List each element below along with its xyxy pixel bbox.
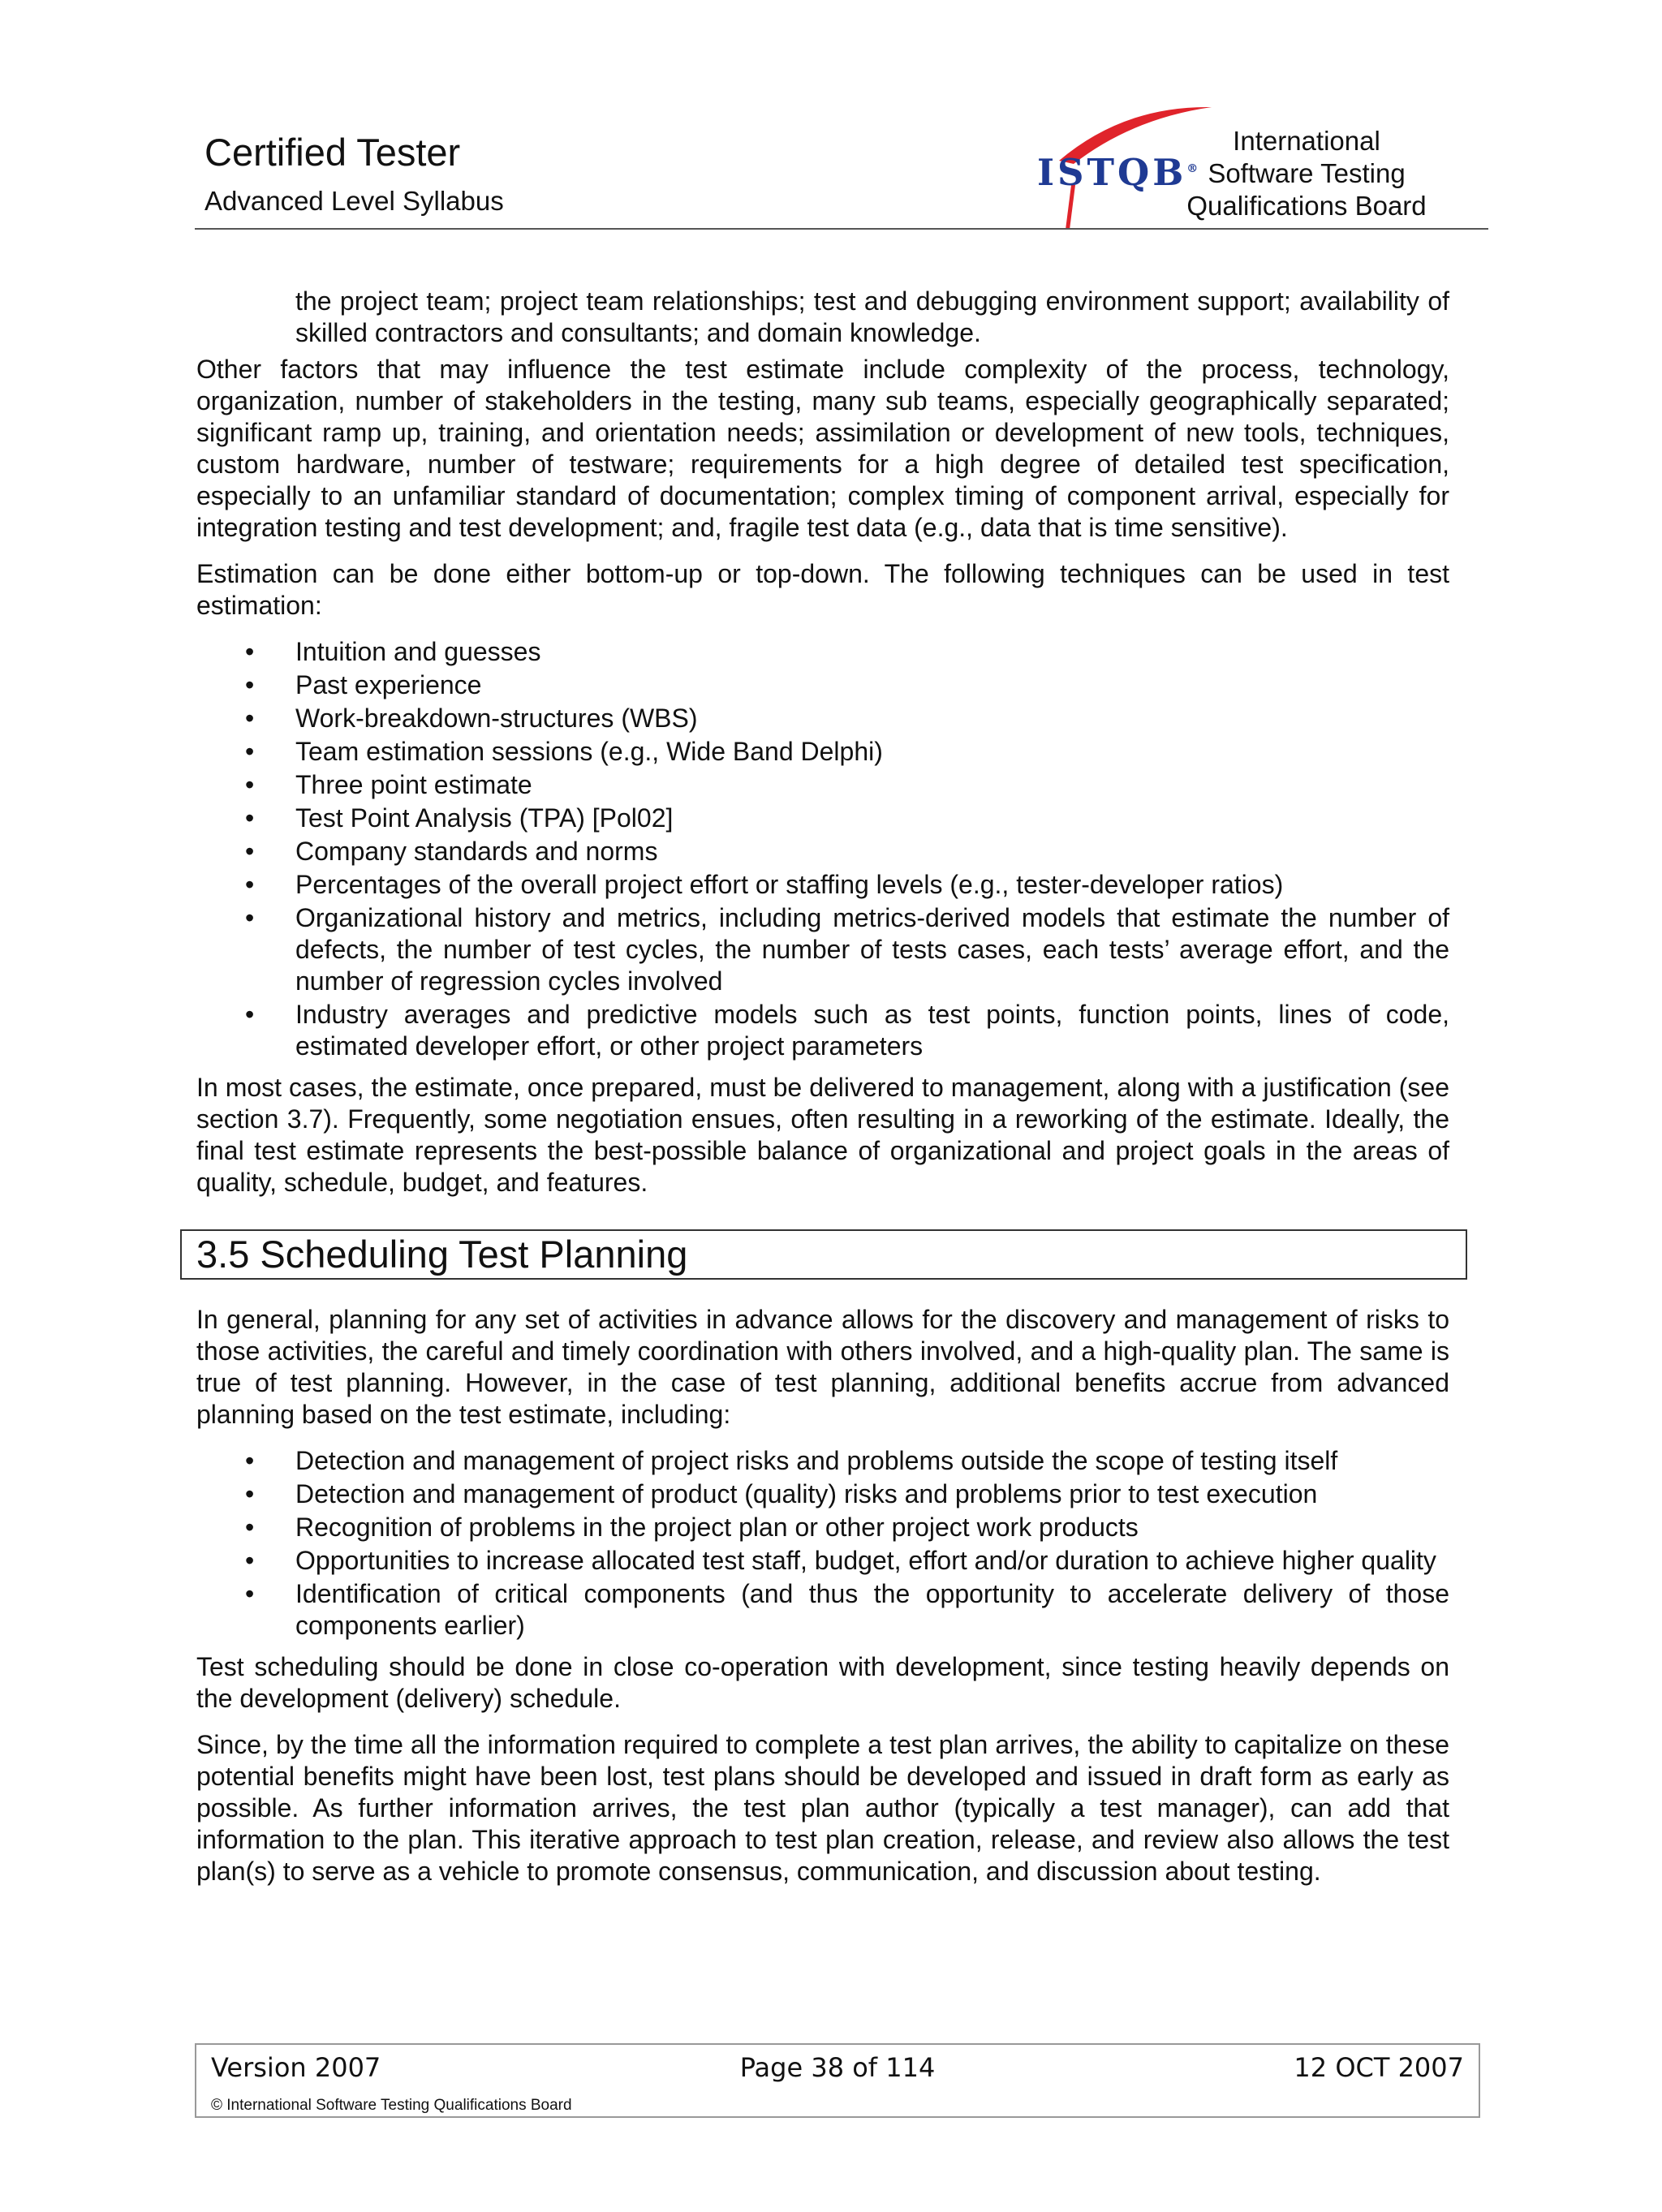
section-heading: 3.5 Scheduling Test Planning (180, 1229, 1467, 1280)
organization-name (1169, 125, 1445, 222)
document-title: Certified Tester (205, 131, 461, 174)
document-subtitle: Advanced Level Syllabus (205, 186, 504, 216)
release-date: 12 OCT 2007 (1294, 2052, 1464, 2083)
list-item: • Organizational history and metrics, including metrics-derived models that estimate the number of defects, the number of test cycles, the number of tests cases, each tests’ average effort, and the number of regression cycles involved (196, 902, 1449, 997)
estimation-intro-paragraph: Estimation can be done either bottom-up or top-down. The following techniques can be used in test estimation: (196, 559, 1449, 620)
planning-benefits-list (196, 1445, 1449, 1642)
list-item: • Team estimation sessions (e.g., Wide Band Delphi) (196, 736, 1449, 768)
list-item: • Detection and management of product (quality) risks and problems prior to test execution (196, 1478, 1449, 1510)
page-body (196, 286, 1449, 1902)
continuation-paragraph: the project team; project team relationships; test and debugging environment support; availability of skilled contractors and consultants; and domain knowledge. (295, 286, 1449, 347)
list-item: • Industry averages and predictive models such as test points, function points, lines of code, estimated developer effort, or other project parameters (196, 999, 1449, 1062)
header-divider (195, 228, 1488, 230)
scheduling-paragraph: Test scheduling should be done in close co-operation with development, since testing heavily depends on the development (delivery) schedule. (196, 1652, 1449, 1713)
page-footer (195, 2043, 1480, 2118)
istqb-logo-label: ISTQB (1037, 151, 1187, 194)
list-item: • Percentages of the overall project effort or staffing levels (e.g., tester-developer ratios) (196, 869, 1449, 901)
list-item: • Past experience (196, 669, 1449, 701)
list-item: • Test Point Analysis (TPA) [Pol02] (196, 803, 1449, 834)
list-item: • Detection and management of project risks and problems outside the scope of testing itself (196, 1445, 1449, 1477)
list-item: • Work-breakdown-structures (WBS) (196, 703, 1449, 734)
draft-plan-paragraph: Since, by the time all the information required to complete a test plan arrives, the ability to capitalize on these potential benefits might have been lost, test plans should be developed and issued in draft form as early as possible. As further information arrives, the test plan author (typically a test manager), can add that information to the plan. This iterative approach to test plan creation, release, and review also allows the test plan(s) to serve as a vehicle to promote consensus, communication, and discussion about testing. (196, 1730, 1449, 1886)
org-line-3: Qualifications Board (1186, 191, 1427, 221)
org-line-2: Software Testing (1208, 158, 1406, 188)
estimation-techniques-list (196, 636, 1449, 1062)
most-cases-paragraph: In most cases, the estimate, once prepared, must be delivered to management, along with a justification (see section 3.7). Frequently, some negotiation ensues, often resulting in a reworking of the estimate. Ideally, the final test estimate represents the best-possible balance of organizational and project goals in the areas of quality, schedule, budget, and features. (196, 1073, 1449, 1197)
other-factors-paragraph: Other factors that may influence the test estimate include complexity of the process, technology, organization, number of stakeholders in the testing, many sub teams, especially geographically separated; significant ramp up, training, and orientation needs; assimilation or development of new tools, techniques, custom hardware, number of testware; requirements for a high degree of detailed test specification, especially to an unfamiliar standard of documentation; complex timing of component arrival, especially for integration testing and test development; and, fragile test data (e.g., data that is time sensitive). (196, 355, 1449, 542)
page-number: Page 38 of 114 (739, 2052, 936, 2083)
org-line-1: International (1233, 126, 1380, 156)
list-item: • Recognition of problems in the project plan or other project work products (196, 1512, 1449, 1543)
list-item: • Intuition and guesses (196, 636, 1449, 668)
list-item: • Identification of critical components (and thus the opportunity to accelerate delivery of those components earlier) (196, 1578, 1449, 1642)
list-item: • Three point estimate (196, 769, 1449, 801)
version-label: Version 2007 (211, 2052, 381, 2083)
registered-mark: ® (1186, 162, 1202, 175)
general-planning-paragraph: In general, planning for any set of activities in advance allows for the discovery and management of risks to those activities, the careful and timely coordination with others involved, and a high-quality plan. The same is true of test planning. However, in the case of test planning, additional benefits accrue from advanced planning based on the test estimate, including: (196, 1305, 1449, 1429)
list-item: • Opportunities to increase allocated test staff, budget, effort and/or duration to achieve higher quality (196, 1545, 1449, 1577)
copyright-notice: © International Software Testing Qualifications Board (211, 2097, 572, 2114)
list-item: • Company standards and norms (196, 836, 1449, 867)
